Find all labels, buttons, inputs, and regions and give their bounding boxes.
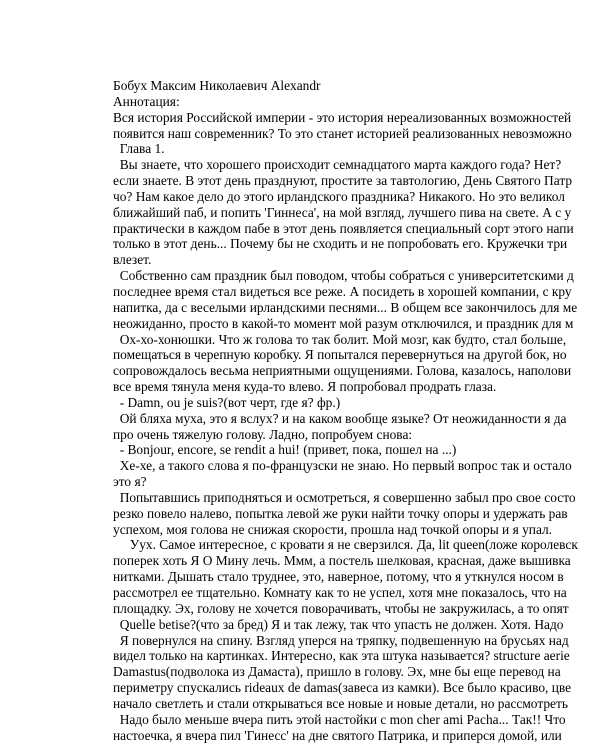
text-line: Хе-хе, а такого слова я по-французски не знаю. Но первый вопрос так и остало	[113, 458, 572, 474]
text-line: Аннотация:	[113, 93, 180, 109]
text-line: Глава 1.	[113, 141, 165, 157]
text-line: это я?	[113, 474, 147, 490]
text-line: Ох-хо-хонюшки. Что ж голова то так болит. Мой мозг, как будто, стал больше,	[113, 331, 567, 347]
text-line: ближайший паб, и попить 'Гиннеса', на мой взгляд, лучшего пива на свете. А с у	[113, 204, 572, 220]
text-line: влезет.	[113, 252, 152, 268]
text-line: Вы знаете, что хорошего происходит семнадцатого марта каждого года? Нет?	[113, 157, 565, 173]
text-line: Damastus(подволока из Дамаста), пришло в голову. Эх, мне бы еще перевод на	[113, 664, 561, 680]
text-line: неожиданно, просто в какой-то момент мой разум отключился, и праздник для м	[113, 315, 574, 331]
text-line: периметру спускались rideaux de damas(завеса из камки). Все было красиво, цве	[113, 680, 572, 696]
text-line: площадку. Эх, голову не хочется поворачивать, чтобы не закружилась, а то опят	[113, 600, 569, 616]
text-line: - Damn, ou je suis?(вот черт, где я? фр.)	[113, 394, 341, 410]
text-line: последнее время стал видеться все реже. А посидеть в хорошей компании, с кру	[113, 283, 572, 299]
text-line: нитками. Дышать стало труднее, это, наверное, потому, что я уткнулся носом в	[113, 569, 564, 585]
text-line: если знаете. В этот день празднуют, простите за тавтологию, День Святого Патр	[113, 173, 573, 189]
text-line: Попытавшись приподняться и осмотреться, я совершенно забыл про свое состо	[113, 489, 576, 505]
document-title-line: Бобух Максим Николаевич Alexandr	[113, 78, 321, 93]
text-line: Quelle betise?(что за бред) Я и так лежу, так что упасть не должен. Хотя. Надо	[113, 616, 564, 632]
text-line: чо? Нам какое дело до этого ирландского праздника? Никакого. Но это великол	[113, 188, 565, 204]
text-line: успехом, моя голова не снижая скорости, прошла над точкой опоры и я упал.	[113, 521, 553, 537]
text-line: помещаться в черепную коробку. Я попытался перевернуться на другой бок, но	[113, 347, 567, 363]
document-text	[113, 78, 590, 743]
text-line: Собственно сам праздник был поводом, чтобы собраться с университетскими д	[113, 268, 574, 284]
text-line: Вся история Российской империи - это история нереализованных возможностей	[113, 109, 572, 125]
text-line: рассмотрел ее тщательно. Комнату как то не успел, хотя мне показалось, что на	[113, 585, 567, 600]
text-line: Я повернулся на спину. Взгляд уперся на тряпку, подвешенную на брусьях над	[113, 632, 569, 648]
text-line: практически в каждом пабе в этот день появляется специальный сорт этого напи	[113, 220, 574, 236]
text-line: только в этот день... Почему бы не сходить и не попробовать его. Кружечки три	[113, 236, 568, 252]
text-line: резко повело налево, попытка левой же руки найти точку опоры и удержать рав	[113, 505, 568, 521]
text-line: начало светлеть и стали открываться все новые и новые детали, но рассмотреть	[113, 695, 568, 711]
text-line: настоечка, я вчера пил 'Гинесс' на дне святого Патрика, и приперся домой, или	[113, 727, 562, 743]
text-line: Уух. Самое интересное, с кровати я не сверзился. Да, lit queen(ложе королевск	[113, 537, 578, 553]
text-line: - Bonjour, encore, se rendit a hui! (привет, пока, пошел на ...)	[113, 442, 457, 458]
text-line: поперек хоть Я О Мину лечь. Ммм, а постель шелковая, красная, даже вышивка	[113, 553, 571, 569]
text-line: Надо было меньше вчера пить этой настойки с mon cher ami Pacha... Так!! Что	[113, 711, 566, 727]
text-line: появится наш современник? То это станет историей реализованных невозможно	[113, 125, 572, 141]
text-line: напитка, да с веселыми ирландскими песнями... В общем все закончилось для ме	[113, 299, 578, 315]
text-line: Ой бляха муха, это я вслух? и на каком вообще языке? От неожиданности я да	[113, 410, 567, 426]
text-line: видел только на картинках. Интересно, как эта штука называется? structure aerie	[113, 648, 570, 664]
text-line: все время тянула меня куда-то влево. Я попробовал продрать глаза.	[113, 379, 497, 395]
text-line: сопровождалось весьма неприятными ощущениями. Голова, казалось, наполови	[113, 363, 572, 379]
text-line: про очень тяжелую голову. Ладно, попробуем снова:	[113, 426, 413, 442]
